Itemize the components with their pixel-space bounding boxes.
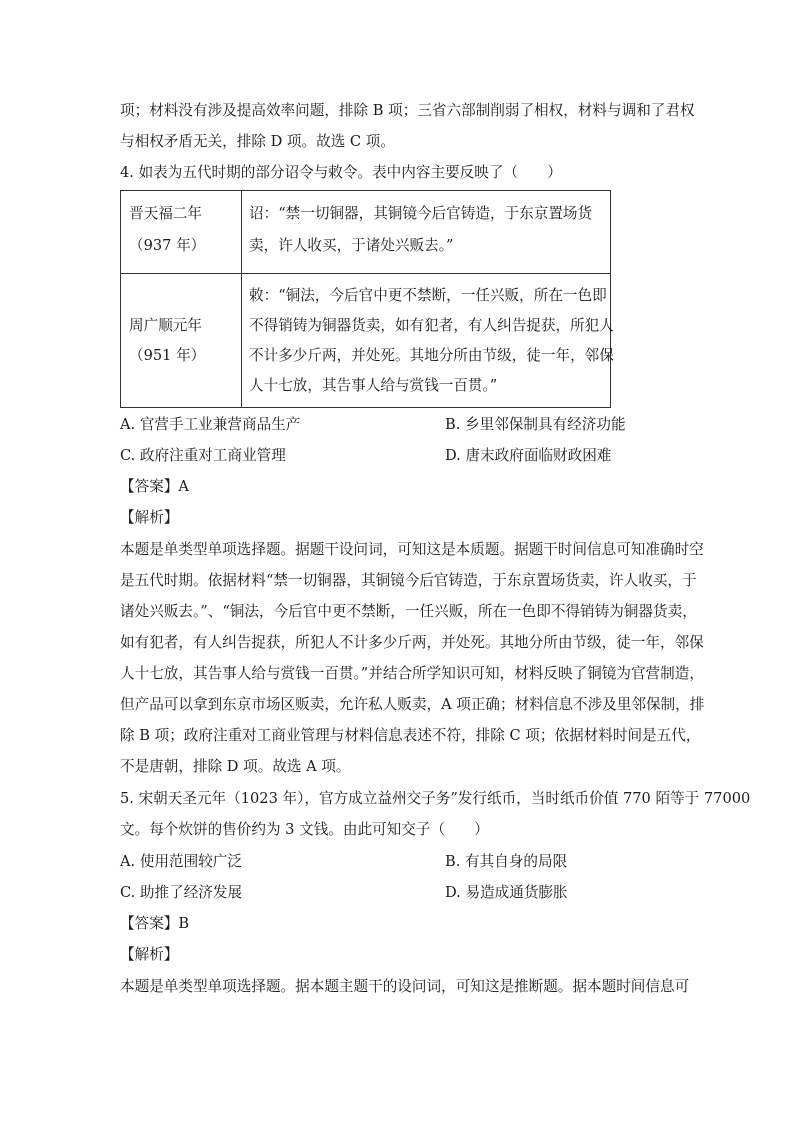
option-a: A. 官营手工业兼营商品生产 <box>120 416 301 433</box>
table-row-divider <box>121 273 610 274</box>
option-d: D. 唐末政府面临财政困难 <box>445 447 612 464</box>
analysis-line: 如有犯者，有人纠告捉获，所犯人不计多少斤两，并处死。其地分所由节级，徒一年，邻保 <box>120 634 704 651</box>
analysis-line: 是五代时期。依据材料“禁一切铜器，其铜镜今后官铸造，于东京置场货卖，许人收买，于 <box>120 572 697 589</box>
table-cell-time: 周广顺元年 <box>129 317 202 334</box>
analysis-label: 【解析】 <box>120 509 179 526</box>
analysis-line: 除 B 项；政府注重对工商业管理与材料信息表述不符，排除 C 项；依据材料时间是五代， <box>120 727 701 744</box>
table-cell-content: 不得销铸为铜器货卖，如有犯者，有人纠告捉获，所犯人 <box>249 317 614 334</box>
option-d: D. 易造成通货膨胀 <box>445 884 568 901</box>
table-cell-content: 不计多少斤两，并处死。其地分所由节级，徒一年，邻保 <box>249 347 614 364</box>
option-c: C. 助推了经济发展 <box>120 884 243 901</box>
analysis-label: 【解析】 <box>120 946 179 963</box>
analysis-line: 诸处兴贩去。”、“铜法，今后官中更不禁断，一任兴贩，所在一色即不得销铸为铜器货卖， <box>120 603 697 620</box>
table-cell-content: 敕：“铜法，今后官中更不禁断，一任兴贩，所在一色即 <box>249 287 607 304</box>
text-line: 项；材料没有涉及提高效率问题，排除 B 项；三省六部制削弱了相权，材料与调和了君权 <box>120 102 695 119</box>
question-5-stem: 5. 宋朝天圣元年（1023 年），官方成立益州交子务”发行纸币，当时纸币价值 770 陌等于 77000 <box>120 790 751 807</box>
table-cell-time: 晋天福二年 <box>129 205 202 222</box>
table-cell-content: 卖，许人收买，于诸处兴贩去。” <box>249 237 454 254</box>
option-b: B. 有其自身的局限 <box>445 853 568 870</box>
analysis-line: 但产品可以拿到东京市场区贩卖，允许私人贩卖，A 项正确；材料信息不涉及里邻保制，排 <box>120 696 705 713</box>
analysis-line: 人十七放，其告事人给与赏钱一百贯。”并结合所学知识可知，材料反映了铜镜为官营制造， <box>120 665 704 682</box>
edict-table <box>120 190 614 408</box>
question-4-stem: 4. 如表为五代时期的部分诏令与敕令。表中内容主要反映了（ ） <box>120 164 562 181</box>
analysis-line: 不是唐朝，排除 D 项。故选 A 项。 <box>120 758 351 775</box>
table-cell-time: （937 年） <box>129 237 206 254</box>
analysis-line: 本题是单类型单项选择题。据本题主题干的设问词，可知这是推断题。据本题时间信息可 <box>120 978 690 995</box>
table-cell-content: 诏：“禁一切铜器，其铜镜今后官铸造，于东京置场货 <box>249 205 593 222</box>
text-line: 与相权矛盾无关，排除 D 项。故选 C 项。 <box>120 133 395 150</box>
option-b: B. 乡里邻保制具有经济功能 <box>445 416 626 433</box>
answer-label: 【答案】A <box>120 478 189 495</box>
table-column-divider <box>241 191 242 407</box>
table-cell-content: 人十七放，其告事人给与赏钱一百贯。” <box>249 377 498 394</box>
option-c: C. 政府注重对工商业管理 <box>120 447 286 464</box>
answer-label: 【答案】B <box>120 915 190 932</box>
option-a: A. 使用范围较广泛 <box>120 853 242 870</box>
analysis-line: 本题是单类型单项选择题。据题干设问词，可知这是本质题。据题干时间信息可知准确时空 <box>120 541 704 558</box>
table-cell-time: （951 年） <box>129 347 206 364</box>
question-5-stem: 文。每个炊饼的售价约为 3 文钱。由此可知交子（ ） <box>120 821 489 838</box>
